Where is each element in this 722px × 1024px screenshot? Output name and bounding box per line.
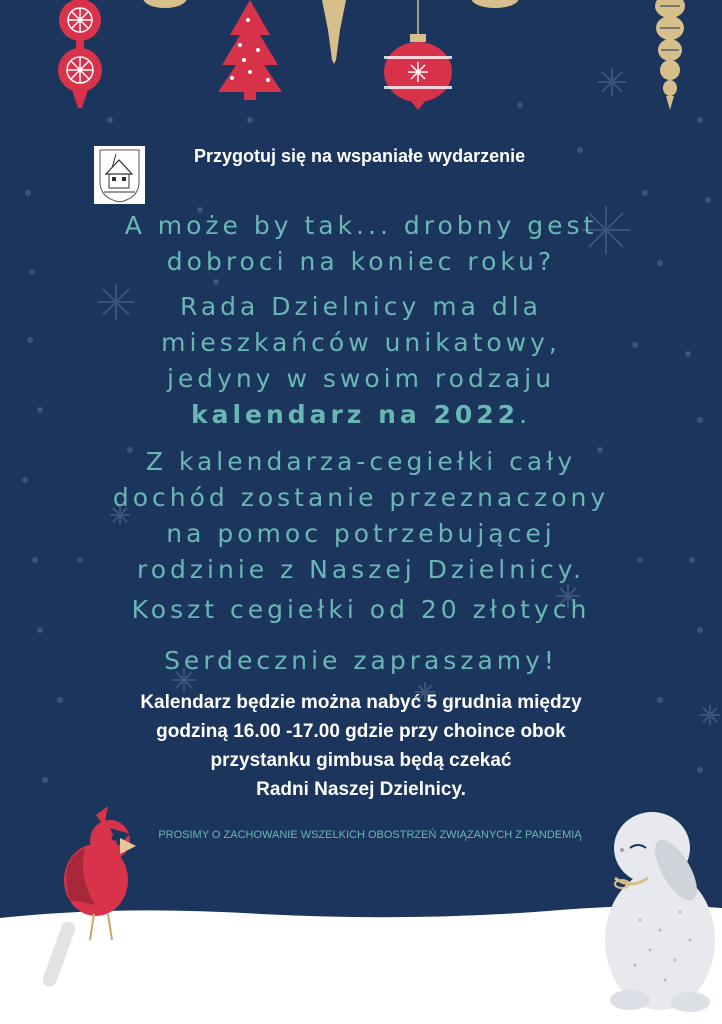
donation-line-3: na pomoc potrzebującej (166, 519, 556, 548)
purchase-info-line-2: godziną 16.00 -17.00 gdzie przy choince obok (156, 721, 566, 742)
purchase-info-line-3: przystanku gimbusa będą czekać (210, 750, 512, 771)
intro-line-2: dobroci na koniec roku? (166, 247, 556, 276)
intro-line-1: A może by tak... drobny gest (124, 211, 598, 240)
event-header: Przygotuj się na wspaniałe wydarzenie (194, 146, 526, 166)
calendar-line-2: mieszkańców unikatowy, (161, 328, 561, 357)
pandemic-notice: PROSIMY O ZACHOWANIE WSZELKICH OBOSTRZEŃ ZWIĄZANYCH Z PANDEMIĄ (158, 829, 582, 841)
donation-line-1: Z kalendarza-cegiełki cały (145, 447, 577, 476)
purchase-info-line-1: Kalendarz będzie można nabyć 5 grudnia między (140, 692, 582, 713)
rabbit-icon (605, 812, 715, 1012)
donation-line-4: rodzinie z Naszej Dzielnicy. (137, 555, 585, 584)
invite-text: Serdecznie zapraszamy! (164, 646, 558, 675)
calendar-line-end: . (519, 400, 532, 429)
purchase-info-line-4: Radni Naszej Dzielnicy. (256, 779, 466, 800)
calendar-highlight: kalendarz na 2022 (190, 400, 520, 429)
calendar-line-3: jedyny w swoim rodzaju (166, 364, 556, 393)
cost-text: Koszt cegiełki od 20 złotych (131, 595, 591, 624)
donation-line-2: dochód zostanie przeznaczony (112, 483, 610, 512)
calendar-line-1: Rada Dzielnicy ma dla (180, 292, 542, 321)
